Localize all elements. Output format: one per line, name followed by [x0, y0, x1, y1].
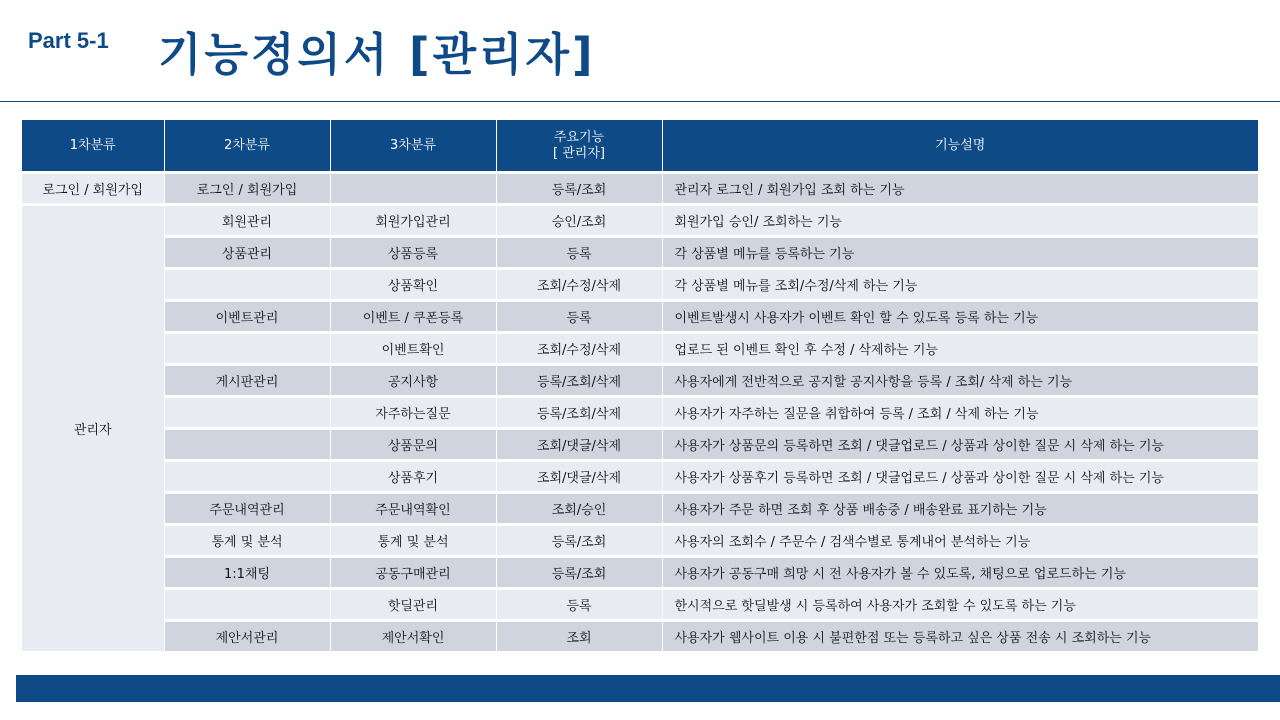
- cell-cat2: 1:1채팅: [164, 557, 330, 589]
- cell-cat2: 주문내역관리: [164, 493, 330, 525]
- table-row: [22, 301, 1258, 333]
- cell-cat2: [164, 397, 330, 429]
- cell-cat3: 이벤트확인: [330, 333, 496, 365]
- cell-description: 사용자가 주문 하면 조회 후 상품 배송중 / 배송완료 표기하는 기능: [662, 493, 1258, 525]
- header-description: 기능설명: [662, 120, 1258, 173]
- table-row: [22, 525, 1258, 557]
- cell-cat1: 로그인 / 회원가입: [22, 173, 164, 205]
- cell-description: 각 상품별 메뉴를 등록하는 기능: [662, 237, 1258, 269]
- cell-main-function: 승인/조회: [496, 205, 662, 237]
- cell-main-function: 조회/댓글/삭제: [496, 461, 662, 493]
- table-row: [22, 237, 1258, 269]
- cell-cat2: [164, 269, 330, 301]
- cell-cat2: 회원관리: [164, 205, 330, 237]
- cell-main-function: 등록/조회/삭제: [496, 397, 662, 429]
- header-cat3: 3차분류: [330, 120, 496, 173]
- cell-description: 사용자가 웹사이트 이용 시 불편한점 또는 등록하고 싶은 상품 전송 시 조회하는 기능: [662, 621, 1258, 652]
- cell-description: 사용자가 공동구매 희망 시 전 사용자가 볼 수 있도록, 채팅으로 업로드하는 기능: [662, 557, 1258, 589]
- table-row: [22, 205, 1258, 237]
- header-cat2: 2차분류: [164, 120, 330, 173]
- cell-description: 한시적으로 핫딜발생 시 등록하여 사용자가 조회할 수 있도록 하는 기능: [662, 589, 1258, 621]
- page-title: 기능정의서 [관리자]: [158, 28, 596, 81]
- table-row: [22, 557, 1258, 589]
- cell-main-function: 등록: [496, 301, 662, 333]
- cell-cat3: 상품등록: [330, 237, 496, 269]
- cell-cat3: 핫딜관리: [330, 589, 496, 621]
- cell-cat3: 주문내역확인: [330, 493, 496, 525]
- cell-description: 회원가입 승인/ 조회하는 기능: [662, 205, 1258, 237]
- cell-main-function: 등록/조회: [496, 173, 662, 205]
- cell-description: 각 상품별 메뉴를 조회/수정/삭제 하는 기능: [662, 269, 1258, 301]
- cell-main-function: 조회: [496, 621, 662, 652]
- cell-cat3: 공동구매관리: [330, 557, 496, 589]
- cell-main-function: 조회/승인: [496, 493, 662, 525]
- cell-cat3: 제안서확인: [330, 621, 496, 652]
- cell-description: 관리자 로그인 / 회원가입 조회 하는 기능: [662, 173, 1258, 205]
- header-main-function-line1: 주요기능: [553, 129, 605, 145]
- table-row: [22, 621, 1258, 652]
- cell-cat3: [330, 173, 496, 205]
- cell-main-function: 등록/조회/삭제: [496, 365, 662, 397]
- cell-cat2: 상품관리: [164, 237, 330, 269]
- cell-cat2: [164, 333, 330, 365]
- cell-description: 사용자가 상품문의 등록하면 조회 / 댓글업로드 / 상품과 상이한 질문 시 삭제 하는 기능: [662, 429, 1258, 461]
- function-spec-table: [22, 120, 1258, 651]
- table-header-row: [22, 120, 1258, 173]
- header-main-function: [496, 120, 662, 173]
- cell-cat3: 회원가입관리: [330, 205, 496, 237]
- cell-main-function: 조회/수정/삭제: [496, 269, 662, 301]
- table-row: [22, 461, 1258, 493]
- cell-description: 사용자의 조회수 / 주문수 / 검색수별로 통계내어 분석하는 기능: [662, 525, 1258, 557]
- cell-description: 사용자에게 전반적으로 공지할 공지사항을 등록 / 조회/ 삭제 하는 기능: [662, 365, 1258, 397]
- cell-main-function: 등록: [496, 589, 662, 621]
- cell-description: 사용자가 자주하는 질문을 취합하여 등록 / 조회 / 삭제 하는 기능: [662, 397, 1258, 429]
- footer-bar: [16, 675, 1280, 702]
- cell-cat3: 공지사항: [330, 365, 496, 397]
- cell-cat2: 통계 및 분석: [164, 525, 330, 557]
- table-row: [22, 365, 1258, 397]
- cell-description: 사용자가 상품후기 등록하면 조회 / 댓글업로드 / 상품과 상이한 질문 시 삭제 하는 기능: [662, 461, 1258, 493]
- cell-description: 이벤트발생시 사용자가 이벤트 확인 할 수 있도록 등록 하는 기능: [662, 301, 1258, 333]
- table-row: [22, 429, 1258, 461]
- cell-cat2: [164, 461, 330, 493]
- title-divider: [0, 101, 1280, 102]
- header-main-function-line2: [ 관리자]: [553, 145, 605, 161]
- cell-cat3: 자주하는질문: [330, 397, 496, 429]
- cell-main-function: 등록/조회: [496, 557, 662, 589]
- cell-main-function: 조회/수정/삭제: [496, 333, 662, 365]
- table-row: [22, 397, 1258, 429]
- table-row: [22, 333, 1258, 365]
- cell-cat2: [164, 429, 330, 461]
- part-label: Part 5-1: [28, 28, 109, 53]
- cell-main-function: 조회/댓글/삭제: [496, 429, 662, 461]
- cell-main-function: 등록: [496, 237, 662, 269]
- table-row: [22, 269, 1258, 301]
- header-cat1: 1차분류: [22, 120, 164, 173]
- cell-cat3: 통계 및 분석: [330, 525, 496, 557]
- cell-cat3: 상품문의: [330, 429, 496, 461]
- cell-description: 업로드 된 이벤트 확인 후 수정 / 삭제하는 기능: [662, 333, 1258, 365]
- cell-cat3: 상품후기: [330, 461, 496, 493]
- table-row: [22, 589, 1258, 621]
- cell-cat3: 상품확인: [330, 269, 496, 301]
- table-row: [22, 173, 1258, 205]
- cell-main-function: 등록/조회: [496, 525, 662, 557]
- cell-cat2: 게시판관리: [164, 365, 330, 397]
- cell-cat1: 관리자: [22, 205, 164, 652]
- cell-cat2: 이벤트관리: [164, 301, 330, 333]
- table-body: [22, 173, 1258, 652]
- cell-cat2: 로그인 / 회원가입: [164, 173, 330, 205]
- table-row: [22, 493, 1258, 525]
- cell-cat2: 제안서관리: [164, 621, 330, 652]
- cell-cat3: 이벤트 / 쿠폰등록: [330, 301, 496, 333]
- cell-cat2: [164, 589, 330, 621]
